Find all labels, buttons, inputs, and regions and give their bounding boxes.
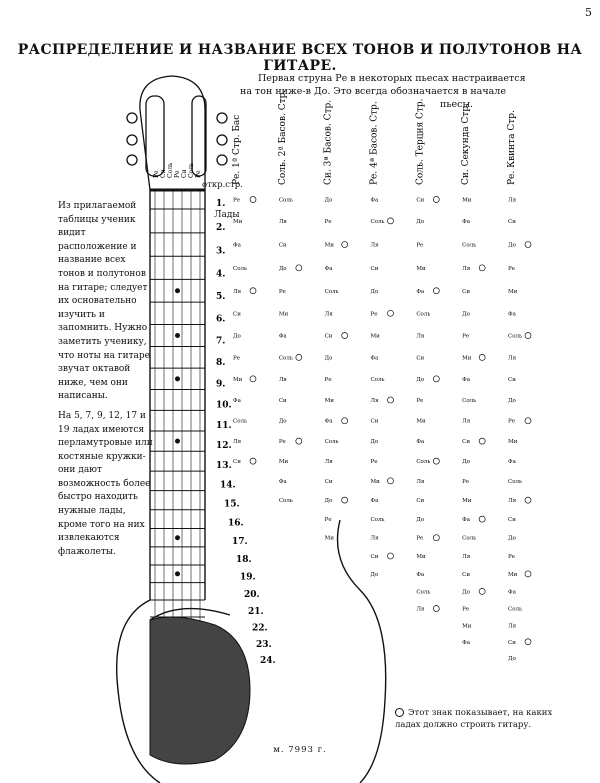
note-cell: Си (416, 197, 425, 204)
note-cell: До (324, 355, 333, 362)
fret-marker-dot (176, 439, 180, 443)
note-cell: Соль (324, 288, 339, 295)
note-cell: Фа (370, 355, 379, 362)
note-cell: Ми (278, 311, 289, 318)
note-cell: Ре (508, 265, 515, 272)
note-cell: Фа (416, 288, 425, 295)
fret-marker-dot (176, 536, 180, 540)
headstock-label: Ре (153, 170, 160, 178)
note-cell: Ми (416, 418, 426, 425)
note-cell: Соль (508, 606, 523, 613)
note-cell: Ля (508, 498, 517, 505)
tuning-circle-marker (388, 218, 394, 224)
note-cell: Соль (508, 478, 523, 485)
note-cell: Ля (462, 418, 471, 425)
tuning-circle-marker (388, 478, 394, 484)
note-cell: Си (370, 265, 379, 272)
note-cell: Ре (370, 459, 378, 466)
note-cell: Си (462, 439, 471, 446)
note-cell: Ля (233, 439, 242, 446)
note-cell: Ми (324, 397, 334, 404)
note-cell: Ми (508, 288, 518, 295)
note-cell: Соль (370, 517, 385, 524)
note-cell: До (370, 288, 379, 295)
tuning-circle-marker (433, 288, 439, 294)
note-cell: Соль (370, 376, 385, 383)
note-cell: Ми (233, 376, 243, 383)
note-cell: Ля (370, 397, 379, 404)
note-cell: Соль (370, 218, 385, 225)
string-header: Си. 3ª Басов. Стр. (323, 99, 334, 185)
note-cell: Фа (416, 571, 425, 578)
note-cell: Фа (370, 197, 379, 204)
note-cell: Фа (508, 311, 516, 318)
tuning-circle-marker (433, 376, 439, 382)
note-cell: Фа (233, 242, 241, 249)
note-cell: Соль (416, 311, 431, 318)
note-grid (150, 150, 545, 670)
tuning-circle-marker (296, 354, 302, 360)
note-cell: Фа (278, 478, 287, 485)
note-cell: Ре (370, 311, 378, 318)
note-cell: До (462, 311, 470, 318)
note-cell: До (508, 535, 516, 542)
note-cell: Ми (462, 623, 472, 630)
fret-number: 12. (216, 441, 232, 452)
fret-number: 11. (216, 421, 232, 431)
note-cell: Ми (462, 498, 472, 505)
note-cell: Соль (462, 535, 477, 542)
fret-number: 1. (216, 199, 226, 209)
note-cell: Соль (416, 589, 431, 596)
note-cell: До (416, 517, 425, 524)
string-header-labels (232, 90, 517, 185)
note-cell: До (462, 589, 470, 596)
note-cell: Фа (508, 459, 516, 466)
fret-number: 19. (240, 572, 256, 583)
fret-number: 20. (244, 590, 260, 601)
headstock-label: Си (160, 169, 167, 178)
fret-number: 13. (216, 461, 232, 472)
string-header: Ре. 4ª Басов. Стр. (369, 101, 380, 185)
string-header: Ре. Квинта Стр. (507, 110, 517, 185)
legend (395, 707, 555, 731)
note-cell: Ре (233, 355, 240, 362)
note-cell: Ре (278, 439, 286, 446)
fret-number: 23. (256, 639, 272, 650)
frets-label: Лады (214, 210, 240, 220)
note-cell: Фа (462, 517, 471, 524)
note-cell: До (370, 571, 379, 578)
note-cell: Ре (324, 517, 332, 524)
note-cell: Ре (508, 418, 515, 425)
fret-number: 2. (216, 222, 226, 233)
fret-number: 5. (216, 292, 226, 303)
note-cell: Ля (508, 197, 517, 204)
note-cell: Си (370, 553, 379, 560)
note-cell: Ля (508, 623, 517, 630)
note-cell: Ми (370, 333, 380, 340)
note-cell: Си (508, 376, 516, 383)
note-cell: Ля (462, 265, 471, 272)
fret-number: 6. (216, 314, 226, 325)
note-cell: Ре (462, 478, 470, 485)
note-cell: Ля (370, 242, 379, 249)
note-cell: Ля (324, 459, 333, 466)
headstock-string-labels (153, 162, 202, 178)
plate-number: м. 7993 г. (273, 745, 327, 755)
tuning-circle-marker (250, 376, 256, 382)
note-cell: До (370, 439, 379, 446)
headstock-label: Си (181, 169, 188, 178)
tuning-circle-marker (525, 571, 531, 577)
tuning-circle-marker (525, 242, 531, 248)
fret-marker-dot (176, 572, 180, 576)
note-cell: Фа (324, 418, 333, 425)
note-cell: Ля (278, 376, 287, 383)
tuning-circle-marker (342, 242, 348, 248)
tuning-circle-marker (479, 516, 485, 522)
tuning-circle-marker (479, 354, 485, 360)
page-title: РАСПРЕДЕЛЕНИЕ И НАЗВАНИЕ ВСЕХ ТОНОВ И ПОЛУТОНОВ НА ГИТАРЕ. (17, 42, 583, 74)
fret-number: 21. (248, 607, 264, 617)
note-cell: Ля (324, 311, 333, 318)
note-cell: До (324, 498, 333, 505)
note-cell: Ми (233, 218, 243, 225)
note-cell: Ля (462, 553, 471, 560)
tuning-note-line-3: пьесы. (440, 99, 474, 110)
note-cell: Соль (462, 242, 477, 249)
fret-number: 16. (228, 518, 244, 529)
note-cell: Ре (324, 218, 332, 225)
note-cell: Ре (416, 535, 424, 542)
note-cell: Ре (233, 197, 240, 204)
tuning-circle-marker (342, 418, 348, 424)
fret-number: 7. (216, 336, 226, 347)
note-cell: Ля (508, 355, 517, 362)
note-cell: Ре (416, 397, 424, 404)
tuning-circle-marker (342, 497, 348, 503)
note-cell: Ля (233, 288, 242, 295)
fret-marker-circle-icon (395, 708, 404, 717)
fret-number: 3. (216, 246, 226, 257)
open-strings-label: откр.стр. (202, 180, 243, 190)
note-cell: Си (233, 459, 241, 466)
tuning-circle-marker (525, 333, 531, 339)
note-cell: До (508, 242, 516, 249)
note-cells (233, 197, 531, 662)
note-cell: Фа (370, 498, 379, 505)
tuning-circle-marker (479, 588, 485, 594)
fret-number: 17. (232, 536, 248, 547)
tuning-circle-marker (296, 265, 302, 271)
note-cell: До (278, 418, 287, 425)
tuning-circle-marker (388, 553, 394, 559)
note-cell: Фа (462, 376, 471, 383)
note-cell: До (508, 655, 516, 662)
note-cell: Фа (508, 589, 516, 596)
note-cell: Ля (416, 606, 425, 613)
tuning-circle-marker (433, 458, 439, 464)
string-header: Ре. 1ª Стр. Бас (232, 114, 242, 185)
string-header: Соль. Терция Стр. (415, 98, 426, 185)
fret-number: 8. (216, 358, 226, 369)
tuning-circle-marker (433, 606, 439, 612)
note-cell: Си (508, 517, 516, 524)
note-cell: Ре (416, 242, 424, 249)
note-cell: Ми (324, 535, 334, 542)
note-cell: Ми (462, 197, 472, 204)
tuning-note-line-2: на тон ниже-в До. Это всегда обозначается в начале (240, 86, 506, 97)
fret-number: 14. (220, 480, 236, 491)
tuning-circle-marker (525, 497, 531, 503)
note-cell: Соль (416, 459, 431, 466)
tuning-circle-marker (525, 639, 531, 645)
note-cell: Фа (324, 265, 333, 272)
note-cell: Ми (278, 459, 289, 466)
note-cell: Си (278, 242, 287, 249)
note-cell: Си (462, 571, 471, 578)
fret-number: 15. (224, 499, 240, 510)
note-cell: Ля (416, 478, 425, 485)
tuning-circle-marker (433, 197, 439, 203)
fret-number: 10. (216, 400, 232, 411)
note-cell: До (233, 333, 241, 340)
note-cell: Фа (278, 333, 287, 340)
tuning-circle-marker (479, 438, 485, 444)
note-cell: Соль (324, 439, 339, 446)
fret-marker-dot (176, 377, 180, 381)
note-cell: Фа (462, 639, 471, 646)
note-cell: Соль (462, 397, 477, 404)
note-cell: Си (508, 218, 516, 225)
note-cell: Ми (370, 478, 380, 485)
note-cell: Си (462, 288, 471, 295)
note-cell: Фа (416, 439, 425, 446)
note-cell: Фа (233, 397, 241, 404)
note-cell: Фа (462, 218, 471, 225)
string-header: Си. Секунда Стр. (461, 103, 472, 185)
fret-number: 24. (260, 655, 276, 666)
headstock-label: Соль (188, 162, 195, 178)
tuning-note-line-1: Первая струна Ре в некоторых пьесах настраивается (258, 73, 526, 84)
note-cell: Ми (508, 571, 518, 578)
instruction-paragraph-2: На 5, 7, 9, 12, 17 и 19 ладах имеются перламутровые или костяные кружки-они дают возможность более быстро находить нужные лады, кроме того на них извлекаются флажолеты. (58, 410, 153, 557)
legend-text: Этот знак показывает, на каких ладах должно строить гитару. (395, 708, 553, 730)
tuning-circle-marker (250, 197, 256, 203)
tuning-circle-marker (250, 288, 256, 294)
headstock-label: Соль (167, 162, 174, 178)
headstock-label: Ре (174, 170, 181, 178)
note-cell: Ми (508, 439, 518, 446)
note-cell: Си (324, 478, 333, 485)
note-cell: Ля (278, 218, 287, 225)
note-cell: Си (233, 311, 241, 318)
note-cell: Соль (278, 355, 293, 362)
tuning-circle-marker (296, 438, 302, 444)
note-cell: Ре (462, 333, 470, 340)
note-cell: Си (508, 639, 516, 646)
instruction-paragraph-1: Из прилагаемой таблицы ученик видит расположение и название всех тонов и полутонов на гитаре; следует их основательно изучить и запомнить. Нужно заметить ученику, что ноты на гитаре звучат октавой ниже, чем они написаны. (58, 201, 150, 402)
note-cell: Ми (324, 242, 334, 249)
note-cell: До (508, 397, 516, 404)
note-cell: До (416, 218, 425, 225)
note-cell: Ре (508, 553, 515, 560)
note-cell: Соль (278, 498, 293, 505)
note-cell: До (324, 197, 333, 204)
tuning-circle-marker (433, 535, 439, 541)
fret-marker-dot (176, 334, 180, 338)
note-cell: Ре (278, 288, 286, 295)
tuning-circle-marker (388, 310, 394, 316)
note-cell: Соль (278, 197, 293, 204)
tuning-circle-marker (525, 418, 531, 424)
tuning-circle-marker (342, 333, 348, 339)
note-cell: Ля (416, 333, 425, 340)
note-cell: Ре (324, 376, 332, 383)
note-cell: Соль (233, 418, 248, 425)
note-cell: До (416, 376, 425, 383)
note-cell: До (278, 265, 287, 272)
tuning-circle-marker (250, 458, 256, 464)
note-cell: Си (324, 333, 333, 340)
fret-number: 22. (252, 623, 268, 634)
note-cell: Си (416, 498, 425, 505)
note-cell: Ре (462, 606, 470, 613)
note-cell: До (462, 459, 470, 466)
fret-number: 18. (236, 554, 252, 565)
note-cell: Си (370, 418, 379, 425)
note-cell: Ми (462, 355, 472, 362)
note-cell: Си (416, 355, 425, 362)
string-header: Соль. 2ª Басов. Стр. (277, 89, 288, 185)
note-cell: Ми (416, 265, 426, 272)
fret-number: 4. (216, 269, 226, 280)
page-number: 5 (585, 6, 592, 19)
headstock-label: Ре (195, 170, 202, 178)
note-cell: Ля (370, 535, 379, 542)
fret-number: 9. (216, 379, 226, 390)
tuning-circle-marker (388, 397, 394, 403)
fret-marker-dot (176, 289, 180, 293)
note-cell: Си (278, 397, 287, 404)
note-cell: Ми (416, 553, 426, 560)
note-cell: Соль (508, 333, 523, 340)
note-cell: Соль (233, 265, 248, 272)
tuning-circle-marker (479, 265, 485, 271)
